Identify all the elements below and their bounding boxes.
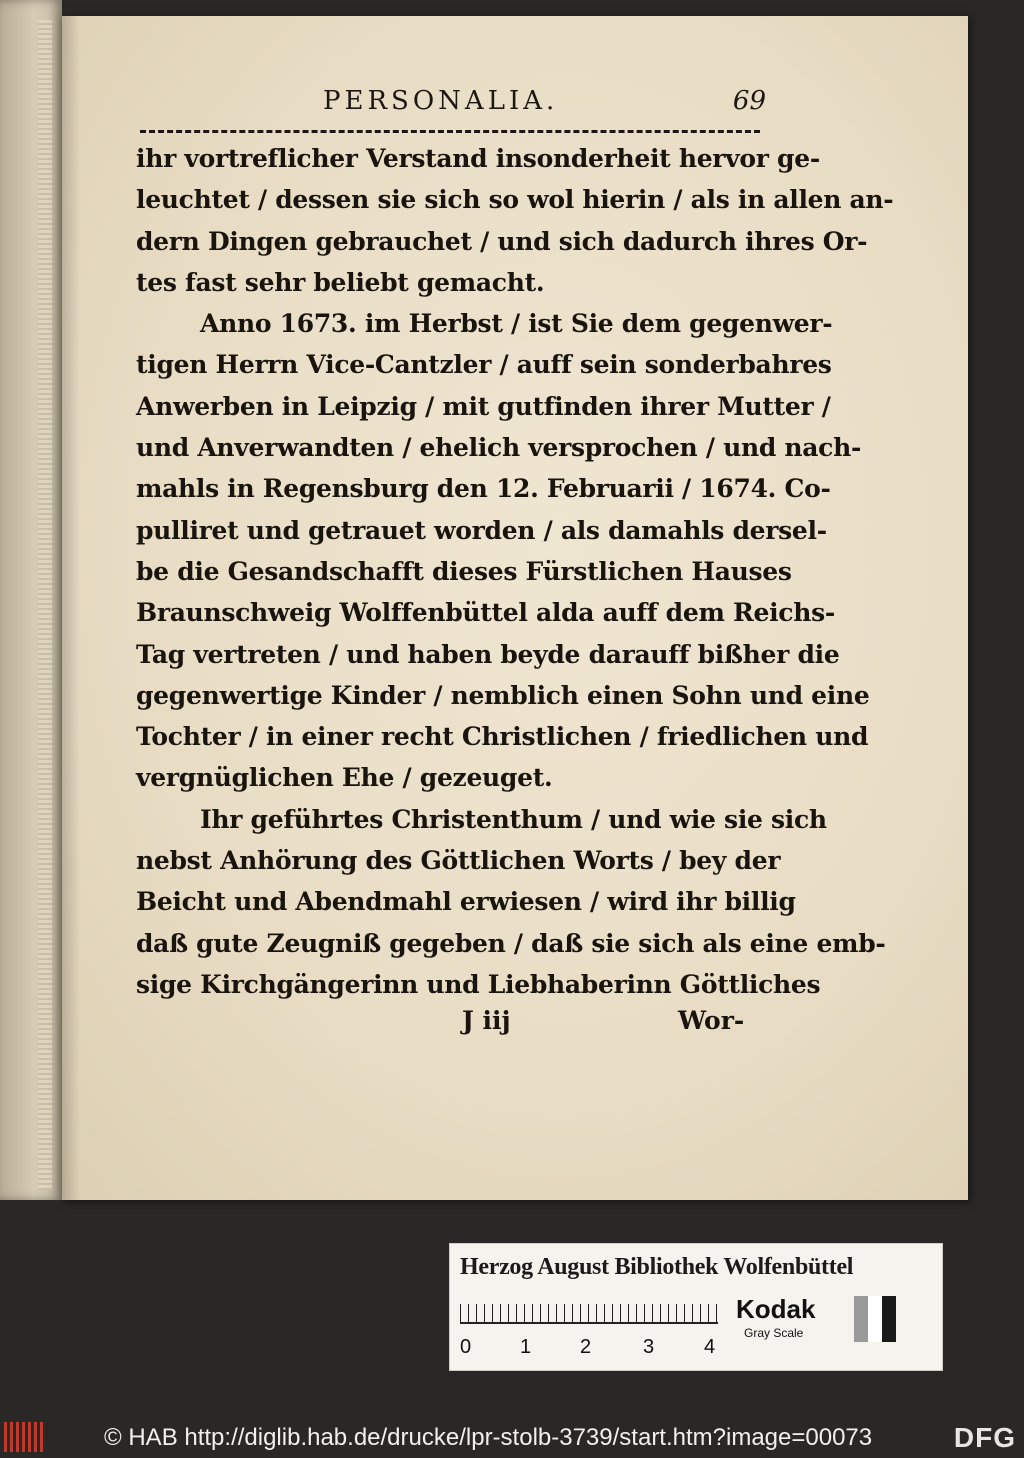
- library-color-card: [449, 1243, 943, 1371]
- header-rule: [140, 130, 760, 133]
- text-line: Tochter / in einer recht Christlichen / friedlichen und: [136, 722, 869, 752]
- scale-ruler: [460, 1298, 718, 1324]
- viewer-footer: [0, 1418, 1024, 1458]
- gray-scale-label: Gray Scale: [744, 1326, 804, 1340]
- page-number: 69: [732, 86, 766, 116]
- text-line: Tag vertreten / und haben beyde darauff bißher die: [136, 639, 840, 669]
- page-gutter-shadow: [62, 16, 80, 1200]
- text-line: ihr vortreflicher Verstand insonderheit hervor ge-: [136, 144, 820, 173]
- gray-swatch: [868, 1296, 882, 1342]
- catchword: Wor-: [678, 1006, 745, 1035]
- citation-link[interactable]: © HAB http://diglib.hab.de/drucke/lpr-stolb-3739/start.htm?image=00073: [104, 1424, 873, 1451]
- text-line: Braunschweig Wolffenbüttel alda auff dem Reichs-: [136, 598, 835, 628]
- body-text: [136, 138, 894, 1005]
- ruler-number: 3: [643, 1336, 655, 1358]
- gray-swatch: [854, 1296, 868, 1342]
- ruler-number: 1: [520, 1336, 532, 1358]
- dfg-logo: DFG: [953, 1422, 1016, 1453]
- text-line: gegenwertige Kinder / nemblich einen Sohn und eine: [136, 680, 870, 710]
- text-line: be die Gesandschafft dieses Fürstlichen Hauses: [136, 556, 792, 586]
- text-line: Ihr geführtes Christenthum / und wie sie sich: [200, 804, 827, 834]
- gray-swatch: [882, 1296, 896, 1342]
- ruler-number: 2: [580, 1336, 592, 1358]
- text-line: dern Dingen gebrauchet / und sich dadurch ihres Or-: [136, 226, 868, 256]
- hab-logo-icon: [4, 1422, 44, 1452]
- text-line: leuchtet / dessen sie sich so wol hierin / als in allen an-: [136, 185, 894, 215]
- signature-mark: J iij: [462, 1006, 511, 1035]
- library-name: Herzog August Bibliothek Wolfenbüttel: [460, 1254, 854, 1280]
- facing-page-edge: [0, 0, 62, 1200]
- text-line: Anno 1673. im Herbst / ist Sie dem gegenwer-: [200, 309, 833, 339]
- text-line: Anwerben in Leipzig / mit gutfinden ihrer Mutter /: [136, 391, 831, 421]
- kodak-logo: Kodak: [736, 1294, 816, 1324]
- text-line: pulliret und getrauet worden / als damahls dersel-: [136, 515, 827, 545]
- running-head: PERSONALIA.: [323, 86, 559, 116]
- text-line: sige Kirchgängerinn und Liebhaberinn Göttliches: [136, 969, 821, 999]
- text-line: Beicht und Abendmahl erwiesen / wird ihr billig: [136, 887, 796, 917]
- text-line: daß gute Zeugniß gegeben / daß sie sich als eine emb-: [136, 928, 886, 958]
- text-line: tigen Herrn Vice-Cantzler / auff sein sonderbahres: [136, 350, 832, 380]
- page-header: [140, 86, 780, 126]
- ruler-number: 4: [704, 1336, 716, 1358]
- gray-swatches: [854, 1296, 896, 1342]
- text-line: mahls in Regensburg den 12. Februarii / 1674. Co-: [136, 474, 831, 504]
- text-line: vergnüglichen Ehe / gezeuget.: [136, 763, 553, 793]
- text-line: nebst Anhörung des Göttlichen Worts / bey der: [136, 846, 781, 876]
- text-line: und Anverwandten / ehelich versprochen / und nach-: [136, 433, 862, 463]
- ruler-number: 0: [460, 1336, 472, 1358]
- text-line: tes fast sehr beliebt gemacht.: [136, 267, 545, 297]
- page-stack-edge: [38, 20, 52, 1190]
